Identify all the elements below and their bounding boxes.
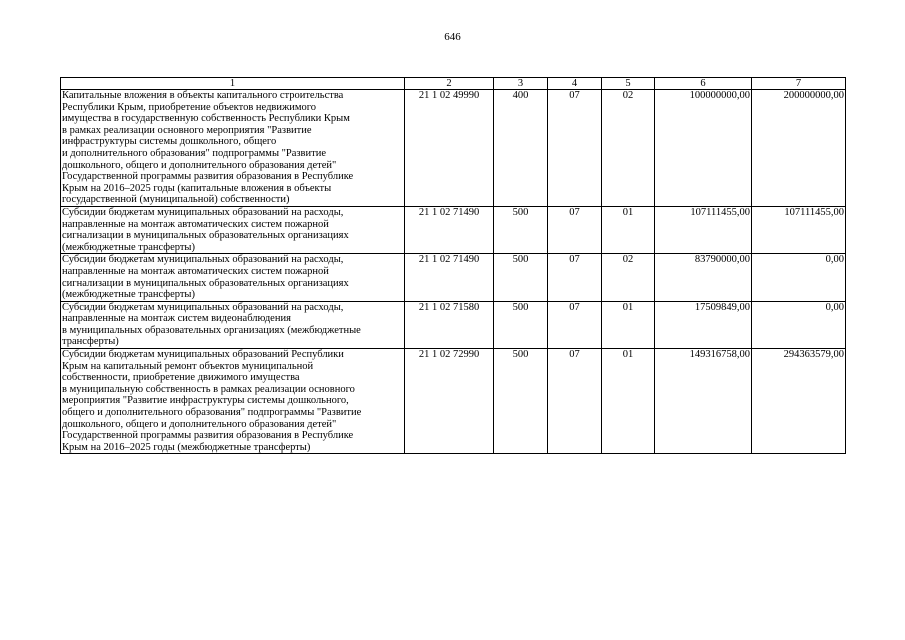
description-line: имущества в государственную собственность Республики Крым (62, 113, 350, 125)
description-line: собственности, приобретение движимого имущества (62, 372, 300, 384)
expense-type-code: 500 (494, 301, 548, 348)
amount-year-1: 83790000,00 (655, 254, 752, 301)
budget-table (60, 77, 846, 454)
description-line: мероприятия "Развитие инфраструктуры системы дошкольного, (62, 395, 349, 407)
column-header: 3 (494, 78, 548, 90)
description-line: в муниципальных образовательных организациях (межбюджетные (62, 324, 361, 336)
description-line: (межбюджетные трансферты) (62, 289, 195, 301)
row-description (61, 206, 405, 253)
expense-type-code: 500 (494, 349, 548, 454)
description-line: Республики Крым, приобретение объектов недвижимого (62, 101, 317, 113)
description-line: Государственной программы развития образования в Республике (62, 430, 354, 442)
header-row (61, 78, 846, 90)
description-line: трансферты) (62, 336, 119, 348)
subsection-code: 01 (602, 301, 655, 348)
expense-type-code: 500 (494, 254, 548, 301)
subsection-code: 02 (602, 254, 655, 301)
description-line: Субсидии бюджетам муниципальных образований Республики (62, 349, 344, 361)
description-line: направленные на монтаж систем видеонаблюдения (62, 313, 291, 325)
subsection-code: 02 (602, 90, 655, 207)
section-code: 07 (548, 206, 602, 253)
description-line: направленные на монтаж автоматических систем пожарной (62, 265, 329, 277)
description-line: направленные на монтаж автоматических систем пожарной (62, 218, 329, 230)
column-header: 2 (405, 78, 494, 90)
target-article-code: 21 1 02 49990 (405, 90, 494, 207)
expense-type-code: 500 (494, 206, 548, 253)
amount-year-2: 200000000,00 (752, 90, 846, 207)
section-code: 07 (548, 349, 602, 454)
page-number: 646 (444, 31, 461, 43)
description-line: Капитальные вложения в объекты капитального строительства (62, 90, 344, 101)
section-code: 07 (548, 301, 602, 348)
description-line: в рамках реализации основного мероприятия "Развитие (62, 124, 312, 136)
description-line: (межбюджетные трансферты) (62, 241, 195, 253)
description-line: общего и дополнительного образования" подпрограммы "Развитие (62, 407, 362, 419)
description-line: Субсидии бюджетам муниципальных образований на расходы, (62, 206, 344, 218)
column-header: 7 (752, 78, 846, 90)
subsection-code: 01 (602, 349, 655, 454)
column-header: 1 (61, 78, 405, 90)
description-line: Субсидии бюджетам муниципальных образований на расходы, (62, 301, 344, 313)
amount-year-2: 0,00 (752, 301, 846, 348)
description-line: Субсидии бюджетам муниципальных образований на расходы, (62, 254, 344, 266)
target-article-code: 21 1 02 71490 (405, 206, 494, 253)
table-row (61, 206, 846, 253)
target-article-code: 21 1 02 71490 (405, 254, 494, 301)
amount-year-1: 149316758,00 (655, 349, 752, 454)
amount-year-2: 294363579,00 (752, 349, 846, 454)
amount-year-1: 100000000,00 (655, 90, 752, 207)
description-line: и дополнительного образования" подпрограммы "Развитие (62, 147, 327, 159)
description-line: Государственной программы развития образования в Республике (62, 171, 354, 183)
amount-year-2: 0,00 (752, 254, 846, 301)
description-line: Крым на капитальный ремонт объектов муниципальной (62, 360, 314, 372)
row-description (61, 349, 405, 454)
target-article-code: 21 1 02 72990 (405, 349, 494, 454)
expense-type-code: 400 (494, 90, 548, 207)
amount-year-2: 107111455,00 (752, 206, 846, 253)
description-line: Крым на 2016–2025 годы (капитальные вложения в объекты (62, 182, 332, 194)
amount-year-1: 107111455,00 (655, 206, 752, 253)
description-line: Крым на 2016–2025 годы (межбюджетные трансферты) (62, 441, 311, 453)
section-code: 07 (548, 90, 602, 207)
table-row (61, 254, 846, 301)
row-description (61, 90, 405, 207)
description-line: государственной (муниципальной) собственности) (62, 194, 290, 206)
description-line: в муниципальную собственность в рамках реализации основного (62, 383, 355, 395)
column-header: 6 (655, 78, 752, 90)
row-description (61, 254, 405, 301)
section-code: 07 (548, 254, 602, 301)
column-header: 5 (602, 78, 655, 90)
amount-year-1: 17509849,00 (655, 301, 752, 348)
table-row (61, 301, 846, 348)
description-line: сигнализации в муниципальных образовательных организациях (62, 277, 349, 289)
column-header: 4 (548, 78, 602, 90)
table-row (61, 349, 846, 454)
description-line: дошкольного, общего и дополнительного образования детей" (62, 418, 337, 430)
subsection-code: 01 (602, 206, 655, 253)
description-line: дошкольного, общего и дополнительного образования детей" (62, 159, 337, 171)
table-body (61, 90, 846, 454)
description-line: сигнализации в муниципальных образовательных организациях (62, 230, 349, 242)
target-article-code: 21 1 02 71580 (405, 301, 494, 348)
description-line: инфраструктуры системы дошкольного, общего (62, 136, 277, 148)
row-description (61, 301, 405, 348)
table-row (61, 90, 846, 207)
